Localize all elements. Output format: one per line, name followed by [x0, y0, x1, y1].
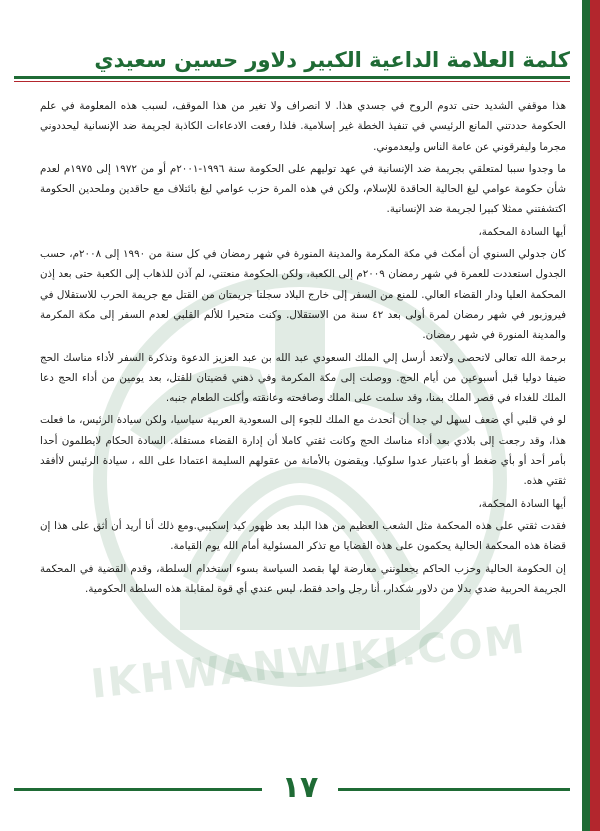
paragraph: هذا موقفي الشديد حتى تدوم الروح في جسدي هذا. لا انصراف ولا تغير من هذا الموقف، لسبب هذه المعلومة في علم الحكومة حددتني المانع الرئيسي في تنفيذ الخطة غير إسلامية. فلذا رفعت الادعاءات الكاذبة لجريمة ضد الإنسانية ليحددوني مجرما وليفرقوني عن عامة الناس وليعدموني. [40, 100, 566, 153]
section-address: أيها السادة المحكمة، [478, 225, 566, 238]
paragraph: إن الحكومة الحالية وحزب الحاكم يجعلونني معارضة لها بقصد السياسة بسوء استخدام السلطة، وقدم القضية في المحكمة الجريمة الحربية ضدي بدلا من دلاور شكدار، أنا رجل واحد فقط، ليس عندي أي قوة لمقابلة هذه السلطة الحكومية. [40, 562, 566, 595]
title-rule [14, 76, 570, 79]
page-title: كلمة العلامة الداعية الكبير دلاور حسين سعيدي [94, 48, 570, 72]
section-address: أيها السادة المحكمة، [478, 497, 566, 510]
body-text [40, 96, 566, 601]
title-area [14, 42, 570, 82]
side-band-red [590, 0, 600, 831]
side-band-green [582, 0, 590, 831]
title-rule-thin [14, 81, 570, 82]
paragraph: برحمة الله تعالى لاتحصى ولاتعد أرسل إلي الملك السعودي عبد الله بن عبد العزيز الدعوة وتذكرة السفر لأداء مناسك الحج ضيفا دوليا قبل أسبوعين من أيام الحج. ووصلت إلى مكة المكرمة وفي ذهني قضيتان للقتل، بعد يومين من أداء الحج دعا الملك للغداء في قصر الملك بمنا، وقد سلمت على الملك وصافحته وعانقته وأكلت الطعام جنبه. [40, 351, 566, 405]
paragraph: لو في قلبي أي ضعف لسهل لي جدا أن أتحدث مع الملك للجوء إلى السعودية العربية سياسيا، ولكن سيادة الرئيس، ما فعلت هذا، وقد رجعت إلى بلادي بعد أداء مناسك الحج وكانت ثقتي كاملا أن إدارة القضاء مستقلة. السادة الحكام لايطلمون أحدا بأمر أحد أو بأي ضغط أو باعتبار عدوا سلوكيا. ويقضون بالأمانة من عقولهم السليمة اعتمادا على الله ، سيادة الرئيس لاأفقد ثقتي هذه. [40, 414, 566, 488]
side-band-gap [578, 0, 582, 831]
paragraph: ما وجدوا سببا لمتعلقي بجريمة ضد الإنسانية في عهد توليهم على الحكومة سنة ١٩٩٦-٢٠٠١م أو من ١٩٧٢ إلى ١٩٧٥م لعدم شأن حكومة عوامي ليغ الحالية الحاقدة للإسلام، ولكن في هذه المرة حزب عوامي ليغ بائتلاف مع حاقدين وملحدين الحكومة اكتشفتني ممثلا كبيرا لجريمة ضد الإنسانية. [40, 162, 566, 216]
page-number: ١٧ [281, 770, 319, 805]
watermark-text: IKHWANWIKI.COM [88, 616, 529, 708]
paragraph: كان جدولي السنوي أن أمكث في مكة المكرمة والمدينة المنورة في شهر رمضان في كل سنة من ١٩٩٠ إلى ٢٠٠٨م، حسب الجدول استعددت للعمرة في شهر رمضان ٢٠٠٩م إلى الكعبة، ولكن الحكومة منعتني، لم آذن للذهاب إلى الكعبة حتى بعد إذن المحكمة العليا ودار القضاء العالي. للمنع من السفر إلى خارج البلاد سجلتا جريمتان من القتل مع جريمة الحرب للاستقلال في فيروزبور في شهر رمضان لمرة أولى بعد ٤٢ سنة من الاستقلال. وكنت متحيرا للألم القلبي لعدم السفر إلى مكة المكرمة والمدينة المنورة في شهر رمضان. [40, 248, 567, 342]
paragraph: فقدت ثقتي على هذه المحكمة مثل الشعب العظيم من هذا البلد بعد ظهور كيد إسكيبي.ومع ذلك أنا أريد أن أثق على هذا إن قضاة هذه المحكمة الحالية يحكمون على هذه القضايا مع تذكر المسئولية أمام الله يوم القيامة. [40, 519, 566, 553]
